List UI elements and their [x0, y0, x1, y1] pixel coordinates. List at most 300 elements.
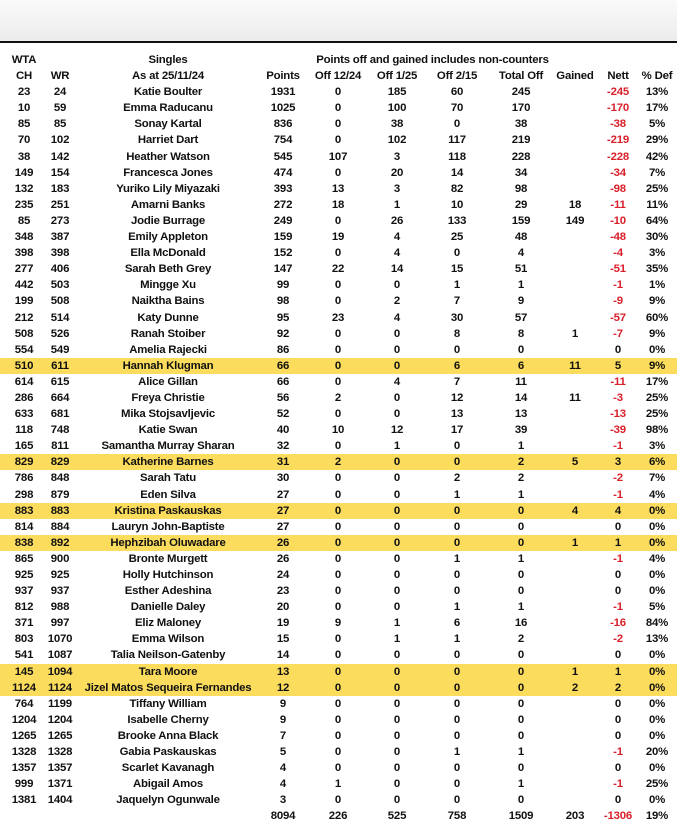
nett-cell: -1 [613, 279, 623, 292]
header-row-1 [0, 52, 677, 68]
off-2-15-cell: 15 [450, 263, 464, 276]
total-off-cell: 38 [514, 118, 528, 131]
off-1-25-cell: 0 [393, 488, 401, 501]
total-off-cell: 16 [514, 617, 528, 630]
off-2-15-cell: 6 [453, 617, 461, 630]
pct-def-cell: 0% [648, 536, 666, 549]
off-1-25-cell: 0 [393, 649, 401, 662]
pct-def-cell: 0% [648, 665, 666, 678]
header-row-2 [0, 68, 677, 84]
table-row [0, 535, 677, 551]
points-cell: 272 [273, 198, 293, 211]
wr-cell: 1094 [47, 665, 73, 678]
off-1-25-cell: 0 [393, 279, 401, 292]
totals-row [0, 808, 677, 824]
total-gained: 203 [565, 810, 585, 823]
off-12-24-cell: 0 [334, 601, 342, 614]
total-off3: 758 [447, 810, 467, 823]
gained-cell: 18 [568, 198, 582, 211]
total-off-cell: 2 [517, 456, 525, 469]
off-1-25-cell: 3 [393, 150, 401, 163]
wta-ch-cell: 812 [14, 601, 34, 614]
off-12-24-cell: 10 [331, 424, 345, 437]
off-1-25-cell: 0 [393, 778, 401, 791]
points-cell: 66 [276, 375, 290, 388]
total-off-cell: 2 [517, 633, 525, 646]
off-2-15-cell: 30 [450, 311, 464, 324]
points-cell: 95 [276, 311, 290, 324]
off-2-15-cell: 14 [450, 166, 464, 179]
points-cell: 98 [276, 295, 290, 308]
pct-def-cell: 17% [645, 375, 669, 388]
off-2-15-cell: 1 [453, 633, 461, 646]
off-2-15-cell: 7 [453, 295, 461, 308]
off-2-15-cell: 0 [453, 118, 461, 131]
off-2-15-cell: 0 [453, 778, 461, 791]
nett-cell: -39 [610, 424, 626, 437]
nett-cell: -2 [613, 472, 623, 485]
off-1-25-cell: 100 [387, 102, 407, 115]
total-off-cell: 0 [517, 794, 525, 807]
pct-def-cell: 0% [648, 729, 666, 742]
table-row [0, 615, 677, 631]
nett-cell: -13 [610, 408, 626, 421]
pct-def-cell: 42% [645, 150, 669, 163]
points-cell: 26 [276, 536, 290, 549]
gained-cell: 2 [571, 681, 579, 694]
pct-def-cell: 0% [648, 762, 666, 775]
player-name-cell: Scarlet Kavanagh [121, 762, 215, 775]
off-12-24-cell: 0 [334, 665, 342, 678]
nett-cell: -38 [610, 118, 626, 131]
total-off-cell: 170 [511, 102, 531, 115]
wta-ch-cell: 510 [14, 359, 34, 372]
total-off-cell: 57 [514, 311, 528, 324]
wr-cell: 1371 [47, 778, 73, 791]
wr-cell: 611 [51, 359, 69, 372]
off-1-25-cell: 0 [393, 713, 401, 726]
nett-cell: -1 [613, 440, 623, 453]
nett-cell: -1 [613, 601, 623, 614]
player-name-cell: Emma Raducanu [123, 102, 213, 115]
nett-cell: 0 [614, 585, 622, 598]
wr-cell: 1328 [47, 746, 73, 759]
pct-def-cell: 1% [648, 279, 666, 292]
pct-def-cell: 9% [648, 295, 666, 308]
off-2-15-cell: 0 [453, 794, 461, 807]
off-1-25-cell: 0 [393, 601, 401, 614]
points-cell: 754 [273, 134, 293, 147]
pct-def-cell: 98% [645, 424, 669, 437]
points-cell: 86 [276, 343, 290, 356]
table-row [0, 744, 677, 760]
off-1-25-cell: 4 [393, 231, 401, 244]
pct-def-cell: 7% [648, 472, 666, 485]
points-cell: 9 [279, 697, 287, 710]
off-1-25-cell: 102 [387, 134, 407, 147]
player-name-cell: Harriet Dart [137, 134, 199, 147]
wta-ch-cell: 865 [14, 552, 34, 565]
off-12-24-cell: 0 [334, 504, 342, 517]
table-row [0, 647, 677, 663]
table-row [0, 454, 677, 470]
nett-cell: 0 [614, 697, 622, 710]
points-cell: 14 [276, 649, 290, 662]
total-off-cell: 48 [514, 231, 528, 244]
wta-ch-cell: 23 [17, 86, 31, 99]
nett-cell: -51 [610, 263, 626, 276]
wta-ch-cell: 298 [14, 488, 34, 501]
points-cell: 99 [276, 279, 290, 292]
header-off2: Off 1/25 [376, 70, 418, 83]
total-off-cell: 0 [517, 504, 525, 517]
off-2-15-cell: 0 [453, 585, 461, 598]
wta-ch-cell: 286 [14, 391, 34, 404]
off-12-24-cell: 0 [334, 713, 342, 726]
wr-cell: 1204 [47, 713, 73, 726]
player-name-cell: Eliz Maloney [135, 617, 201, 630]
off-2-15-cell: 0 [453, 504, 461, 517]
wr-cell: 997 [50, 617, 70, 630]
table-row [0, 310, 677, 326]
off-1-25-cell: 0 [393, 327, 401, 340]
table-row [0, 776, 677, 792]
wr-cell: 1404 [47, 794, 73, 807]
off-12-24-cell: 9 [334, 617, 342, 630]
total-off-cell: 1 [517, 601, 525, 614]
points-cell: 1931 [270, 86, 296, 99]
table-row [0, 567, 677, 583]
off-1-25-cell: 1 [393, 617, 401, 630]
pct-def-cell: 13% [645, 633, 669, 646]
total-total-off: 1509 [508, 810, 534, 823]
off-1-25-cell: 0 [393, 794, 401, 807]
points-cell: 159 [273, 231, 293, 244]
app-toolbar [0, 0, 677, 43]
wta-ch-cell: 1204 [11, 713, 37, 726]
table-row [0, 374, 677, 390]
off-2-15-cell: 0 [453, 697, 461, 710]
off-12-24-cell: 0 [334, 118, 342, 131]
wr-cell: 937 [50, 585, 70, 598]
player-name-cell: Hannah Klugman [122, 359, 214, 372]
player-name-cell: Katie Boulter [133, 86, 203, 99]
off-2-15-cell: 1 [453, 279, 461, 292]
nett-cell: -11 [610, 375, 626, 388]
nett-cell: 0 [614, 762, 622, 775]
header-wta: WTA [11, 54, 37, 66]
pct-def-cell: 0% [648, 569, 666, 581]
off-2-15-cell: 0 [453, 247, 461, 260]
wr-cell: 387 [50, 231, 70, 244]
wr-cell: 892 [50, 536, 70, 549]
player-name-cell: Katy Dunne [137, 311, 199, 324]
off-12-24-cell: 0 [334, 134, 342, 147]
gained-cell: 4 [571, 504, 579, 517]
player-name-cell: Esther Adeshina [124, 585, 212, 598]
player-name-cell: Lauryn John-Baptiste [111, 520, 225, 533]
nett-cell: -7 [613, 327, 623, 340]
total-off-cell: 0 [517, 520, 525, 533]
off-1-25-cell: 0 [393, 359, 401, 372]
pct-def-cell: 0% [648, 681, 666, 694]
gained-cell: 1 [571, 327, 579, 340]
off-12-24-cell: 107 [328, 150, 348, 163]
table-row [0, 132, 677, 148]
total-off-cell: 0 [517, 697, 525, 710]
off-12-24-cell: 18 [331, 198, 345, 211]
header-pct-def: % Def [641, 70, 673, 83]
total-off-cell: 219 [511, 134, 531, 147]
off-12-24-cell: 0 [334, 472, 342, 485]
nett-cell: -1 [613, 746, 623, 759]
wta-ch-cell: 371 [14, 617, 34, 630]
off-1-25-cell: 0 [393, 391, 401, 404]
nett-cell: -1 [613, 552, 623, 565]
nett-cell: -1 [613, 488, 623, 501]
player-name-cell: Sarah Tatu [139, 472, 197, 485]
nett-cell: 0 [614, 569, 622, 581]
nett-cell: 1 [614, 665, 622, 678]
pct-def-cell: 35% [645, 263, 669, 276]
table-body [0, 84, 677, 808]
wr-cell: 848 [50, 472, 70, 485]
points-cell: 5 [279, 746, 287, 759]
off-2-15-cell: 13 [450, 408, 464, 421]
off-2-15-cell: 118 [448, 150, 466, 163]
player-name-cell: Jaquelyn Ogunwale [116, 794, 220, 807]
off-2-15-cell: 25 [450, 231, 464, 244]
wr-cell: 59 [53, 102, 67, 115]
player-name-cell: Katie Swan [138, 424, 198, 437]
off-2-15-cell: 10 [450, 198, 464, 211]
player-name-cell: Hephzibah Oluwadare [110, 536, 226, 549]
off-1-25-cell: 2 [393, 295, 401, 308]
wta-ch-cell: 1124 [12, 681, 36, 694]
table-row [0, 245, 677, 261]
off-12-24-cell: 0 [334, 86, 342, 99]
off-1-25-cell: 0 [393, 472, 401, 485]
wta-ch-cell: 541 [14, 649, 34, 662]
off-12-24-cell: 2 [334, 391, 342, 404]
off-1-25-cell: 1 [393, 633, 401, 646]
wr-cell: 24 [53, 86, 67, 99]
points-cell: 393 [273, 182, 293, 195]
player-name-cell: Jodie Burrage [131, 214, 205, 227]
off-2-15-cell: 1 [453, 488, 461, 501]
header-off3: Off 2/15 [436, 70, 478, 83]
off-12-24-cell: 0 [334, 536, 342, 549]
off-2-15-cell: 82 [450, 182, 464, 195]
nett-cell: -4 [613, 247, 623, 260]
off-2-15-cell: 7 [453, 375, 461, 388]
off-2-15-cell: 0 [453, 456, 461, 469]
points-cell: 27 [276, 488, 290, 501]
points-cell: 836 [273, 118, 293, 131]
wr-cell: 508 [50, 295, 70, 308]
points-cell: 92 [276, 327, 290, 340]
gained-cell: 1 [571, 665, 579, 678]
table-row [0, 181, 677, 197]
total-off-cell: 1 [517, 488, 525, 501]
off-2-15-cell: 0 [453, 343, 461, 356]
wta-ch-cell: 829 [14, 456, 34, 469]
wta-ch-cell: 1328 [11, 746, 37, 759]
pct-def-cell: 84% [645, 617, 669, 630]
header-total-off: Total Off [498, 70, 544, 83]
pct-def-cell: 7% [648, 166, 666, 179]
header-as-at: As at 25/11/24 [132, 70, 204, 83]
player-name-cell: Alice Gillan [138, 375, 198, 388]
player-name-cell: Abigail Amos [133, 778, 203, 791]
total-off-cell: 0 [517, 585, 525, 598]
wr-cell: 829 [50, 456, 70, 469]
total-off-cell: 11 [515, 375, 527, 388]
points-cell: 1025 [270, 102, 296, 115]
player-name-cell: Francesca Jones [123, 166, 213, 179]
player-name-cell: Jizel Matos Sequeira Fernandes [84, 681, 252, 694]
table-row [0, 503, 677, 519]
off-1-25-cell: 0 [393, 697, 401, 710]
nett-cell: -245 [607, 86, 629, 99]
points-cell: 27 [276, 504, 290, 517]
nett-cell: -3 [613, 391, 623, 404]
table-row [0, 293, 677, 309]
points-cell: 40 [276, 424, 290, 437]
pct-def-cell: 0% [648, 794, 666, 807]
wta-ch-cell: 937 [14, 585, 34, 598]
nett-cell: -34 [610, 166, 626, 179]
total-off-cell: 39 [514, 424, 528, 437]
rankings-table [0, 52, 677, 825]
player-name-cell: Sonay Kartal [134, 118, 202, 131]
total-points: 8094 [270, 810, 296, 823]
off-1-25-cell: 1 [393, 440, 401, 453]
player-name-cell: Mika Stojsavljevic [121, 408, 215, 421]
off-1-25-cell: 14 [390, 263, 404, 276]
off-12-24-cell: 22 [331, 263, 345, 276]
pct-def-cell: 4% [648, 488, 666, 501]
pct-def-cell: 20% [645, 746, 669, 759]
off-1-25-cell: 0 [393, 456, 401, 469]
off-12-24-cell: 0 [334, 359, 342, 372]
wr-cell: 154 [50, 166, 70, 179]
player-name-cell: Sarah Beth Grey [124, 263, 212, 276]
off-12-24-cell: 0 [334, 649, 342, 662]
table-row [0, 712, 677, 728]
header-ch: CH [15, 70, 33, 83]
table-row [0, 551, 677, 567]
nett-cell: -10 [610, 214, 626, 227]
wr-cell: 102 [50, 134, 70, 147]
wr-cell: 1070 [47, 633, 73, 646]
wta-ch-cell: 1357 [11, 762, 37, 775]
total-off-cell: 0 [517, 569, 525, 581]
total-off-cell: 51 [514, 263, 528, 276]
off-1-25-cell: 0 [393, 536, 401, 549]
off-12-24-cell: 0 [334, 279, 342, 292]
pct-def-cell: 25% [645, 408, 669, 421]
table-row [0, 213, 677, 229]
off-1-25-cell: 3 [393, 182, 401, 195]
gained-cell: 5 [571, 456, 579, 469]
off-2-15-cell: 2 [453, 472, 461, 485]
table-row [0, 664, 677, 680]
player-name-cell: Kristina Paskauskas [114, 504, 222, 517]
points-cell: 31 [276, 456, 290, 469]
off-2-15-cell: 0 [453, 440, 461, 453]
off-1-25-cell: 0 [393, 504, 401, 517]
wta-ch-cell: 145 [14, 665, 34, 678]
off-1-25-cell: 0 [393, 343, 401, 356]
nett-cell: -2 [613, 633, 623, 646]
wta-ch-cell: 508 [14, 327, 34, 340]
wta-ch-cell: 883 [14, 504, 34, 517]
table-row [0, 760, 677, 776]
wr-cell: 1124 [48, 681, 72, 694]
points-cell: 12 [276, 681, 290, 694]
wta-ch-cell: 764 [14, 697, 34, 710]
off-2-15-cell: 0 [453, 649, 461, 662]
wta-ch-cell: 803 [14, 633, 34, 646]
points-cell: 20 [276, 601, 290, 614]
points-cell: 152 [273, 247, 293, 260]
wta-ch-cell: 442 [14, 279, 34, 292]
wta-ch-cell: 348 [14, 231, 34, 244]
off-12-24-cell: 0 [334, 569, 342, 581]
table-row [0, 84, 677, 100]
player-name-cell: Tiffany William [129, 697, 207, 710]
off-2-15-cell: 0 [453, 520, 461, 533]
points-cell: 7 [279, 729, 287, 742]
off-1-25-cell: 20 [390, 166, 404, 179]
gained-cell: 1 [571, 536, 579, 549]
table-row [0, 149, 677, 165]
off-1-25-cell: 0 [393, 746, 401, 759]
off-2-15-cell: 133 [447, 214, 467, 227]
wr-cell: 883 [50, 504, 70, 517]
player-name-cell: Brooke Anna Black [117, 729, 219, 742]
total-off-cell: 0 [517, 713, 525, 726]
wr-cell: 988 [50, 601, 70, 614]
nett-cell: 3 [614, 456, 622, 469]
off-2-15-cell: 0 [453, 713, 461, 726]
header-singles: Singles [148, 54, 188, 66]
table-row [0, 116, 677, 132]
table-row [0, 326, 677, 342]
table-row [0, 277, 677, 293]
points-cell: 23 [276, 585, 290, 598]
off-12-24-cell: 2 [334, 456, 342, 469]
wta-ch-cell: 38 [17, 150, 31, 163]
pct-def-cell: 11% [646, 198, 668, 211]
wta-ch-cell: 925 [14, 569, 34, 581]
total-off-cell: 0 [517, 343, 525, 356]
table-row [0, 390, 677, 406]
total-off-cell: 13 [514, 408, 528, 421]
player-name-cell: Ella McDonald [130, 247, 206, 260]
total-nett: -1306 [603, 810, 633, 823]
nett-cell: 0 [614, 520, 622, 533]
total-off-cell: 6 [517, 359, 525, 372]
points-cell: 19 [276, 617, 290, 630]
gained-cell: 11 [569, 391, 581, 404]
player-name-cell: Holly Hutchinson [122, 569, 214, 581]
points-cell: 15 [276, 633, 290, 646]
nett-cell: 5 [614, 359, 622, 372]
nett-cell: 2 [614, 681, 622, 694]
pct-def-cell: 60% [645, 311, 669, 324]
